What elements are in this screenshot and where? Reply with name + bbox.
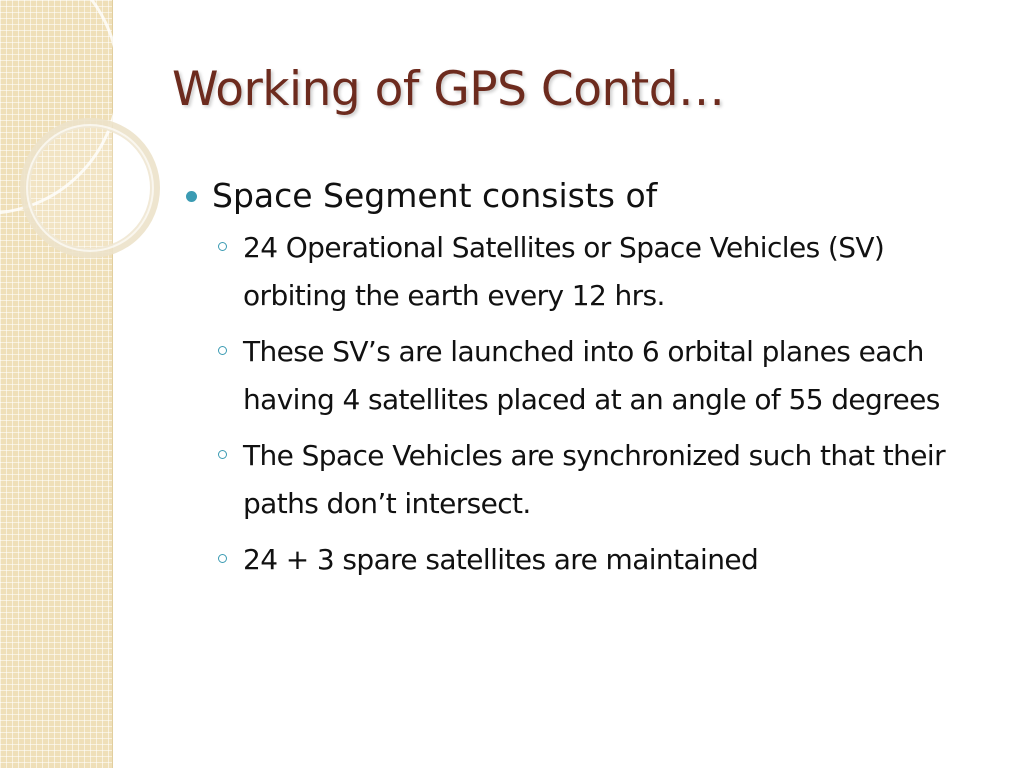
decorative-ring-inner: [26, 124, 154, 252]
slide-content: [186, 174, 996, 592]
main-bullet: [186, 174, 996, 218]
sub-bullet-text: 24 Operational Satellites or Space Vehicles (SV) orbiting the earth every 12 hrs.: [243, 231, 885, 312]
sub-bullet-text: The Space Vehicles are synchronized such that their paths don’t intersect.: [243, 439, 945, 520]
sub-bullet-list: [186, 224, 996, 584]
sub-bullet-text: These SV’s are launched into 6 orbital planes each having 4 satellites placed at an angle of 55 degrees: [243, 335, 940, 416]
slide-title: Working of GPS Contd…: [172, 62, 725, 117]
hollow-circle-bullet-icon: [218, 242, 227, 251]
filled-circle-bullet-icon: [186, 191, 197, 202]
sub-bullet-item: [186, 328, 996, 424]
hollow-circle-bullet-icon: [218, 346, 227, 355]
sub-bullet-item: [186, 432, 996, 528]
main-bullet-text: Space Segment consists of: [212, 176, 658, 215]
sub-bullet-item: [186, 224, 996, 320]
sub-bullet-item: [186, 536, 996, 584]
hollow-circle-bullet-icon: [218, 554, 227, 563]
sub-bullet-text: 24 + 3 spare satellites are maintained: [243, 543, 759, 576]
hollow-circle-bullet-icon: [218, 450, 227, 459]
